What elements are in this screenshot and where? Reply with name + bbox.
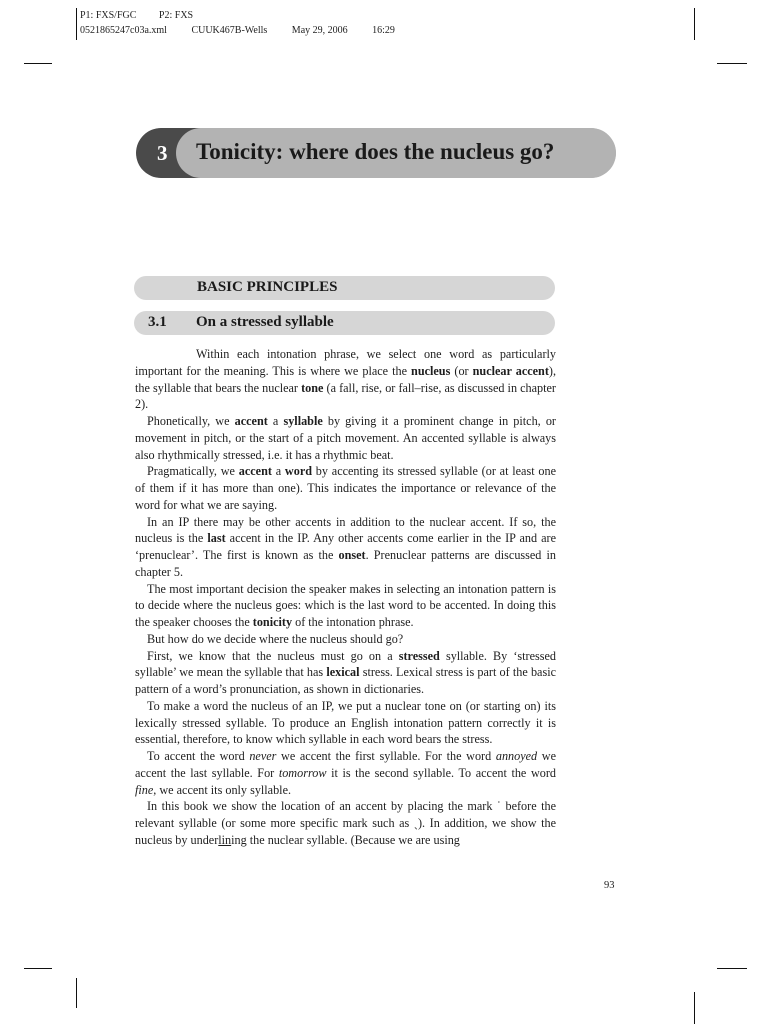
body-paragraph — [135, 581, 556, 631]
bold-term: onset — [338, 548, 366, 562]
section-heading: BASIC PRINCIPLES — [197, 279, 338, 295]
bold-term: nuclear accent — [472, 363, 549, 378]
text-run: Phonetically, we — [147, 414, 235, 428]
crop-mark-top-right-vertical — [694, 8, 695, 40]
subsection-title: On a stressed syllable — [196, 314, 334, 330]
text-run: But how do we decide where the nucleus should go? — [147, 631, 404, 646]
bold-term: tonicity — [252, 615, 293, 629]
bold-term: lexical — [326, 665, 360, 680]
bold-term: accent — [238, 464, 272, 479]
body-paragraph — [135, 413, 556, 463]
text-run: ing the nuclear syllable. (Because we are using — [231, 832, 460, 847]
header-time: 16:29 — [372, 25, 395, 36]
body-paragraph — [135, 514, 556, 581]
bold-term: accent — [234, 414, 268, 428]
bold-term: nucleus — [411, 363, 451, 378]
header-line-1 — [80, 10, 193, 22]
italic-term: annoyed — [495, 749, 538, 763]
text-run: . Prenuclear patterns are discussed in chapter 5. — [135, 548, 556, 579]
underlined-syllable: lin — [218, 832, 232, 847]
text-run: of the intonation phrase. — [292, 615, 414, 629]
text-run: by accenting its stressed syllable (or at least one of them if it has more than one). This indicates the importance or relevance of the word for what we are saying. — [135, 464, 556, 512]
header-book-code: CUUK467B-Wells — [191, 25, 268, 36]
bold-term: tone — [301, 380, 324, 395]
crop-mark-bottom-right-horizontal — [717, 968, 747, 969]
bold-term: syllable — [283, 414, 323, 428]
header-proof-1: P1: FXS/FGC — [80, 10, 137, 21]
text-run: ), the syllable that bears the nuclear — [135, 363, 556, 395]
text-run: , we accent its only syllable. — [153, 782, 292, 797]
page-number: 93 — [604, 880, 615, 891]
text-run: The most important decision the speaker makes in selecting an intonation pattern is to decide where the nucleus goes: which is the last word to be accented. In doing this the speaker chooses the — [135, 581, 556, 629]
header-filename: 0521865247c03a.xml — [80, 25, 167, 36]
text-run: In an IP there may be other accents in addition to the nuclear accent. If so, the nucleus is the — [135, 514, 556, 546]
subsection-number: 3.1 — [148, 314, 167, 330]
body-paragraph — [135, 631, 556, 648]
text-run: accent in the IP. Any other accents come earlier in the IP and are ‘prenuclear’. The first is known as the — [135, 531, 556, 562]
body-paragraph — [135, 346, 556, 413]
body-paragraph — [135, 798, 556, 848]
italic-term: tomorrow — [278, 765, 327, 780]
text-run: syllable. By ‘stressed syllable’ we mean the syllable that has — [135, 648, 556, 680]
crop-mark-top-left-horizontal — [24, 63, 52, 64]
text-run: First, we know that the nucleus must go on a — [147, 648, 399, 663]
header-line-2 — [80, 25, 395, 37]
text-run: To make a word the nucleus of an IP, we put a nuclear tone on (or starting on) its lexically stressed syllable. To produce an English intonation pattern correctly it is essential, therefore, to know which syllable in each word bears the stress. — [135, 698, 556, 747]
text-run: a — [271, 464, 285, 479]
body-paragraph — [135, 748, 556, 798]
bold-term: word — [284, 464, 313, 479]
header-proof-2: P2: FXS — [158, 10, 194, 21]
text-run: by giving it a prominent change in pitch, or movement in pitch, or the start of a pitch movement. An accented syllable is always also rhythmically stressed, i.e. it has a rhythmic beat. — [135, 414, 556, 462]
crop-mark-bottom-left-horizontal — [24, 968, 52, 969]
bold-term: last — [207, 531, 226, 546]
text-run: (a fall, rise, or fall–rise, as discussed in chapter 2). — [135, 380, 556, 412]
body-paragraph — [135, 648, 556, 698]
text-run: Within each intonation phrase, we select one word as particularly important for the meaning. This is where we place the — [135, 347, 556, 378]
text-run: we accent the last syllable. For — [135, 749, 556, 780]
body-text — [135, 346, 556, 849]
bold-term: stressed — [398, 648, 440, 663]
italic-term: fine — [135, 782, 154, 797]
body-paragraph — [135, 463, 556, 513]
text-run: stress. Lexical stress is part of the basic pattern of a word’s pronunciation, as shown in dictionaries. — [135, 665, 557, 696]
text-run: we accent the first syllable. For the word — [276, 749, 496, 763]
chapter-number: 3 — [157, 141, 168, 165]
text-run: In this book we show the location of an accent by placing the mark ˈ before the relevant syllable (or some more specific mark such as ˎ). In addition, we show the nucleus by under — [135, 799, 556, 847]
crop-mark-bottom-right-vertical — [694, 992, 695, 1024]
crop-mark-bottom-left-vertical — [76, 978, 77, 1008]
text-run: a — [267, 414, 284, 428]
text-run: To accent the word — [147, 749, 250, 763]
chapter-title: Tonicity: where does the nucleus go? — [196, 139, 555, 164]
crop-mark-top-right-horizontal — [717, 63, 747, 64]
text-run: it is the second syllable. To accent the word — [326, 765, 556, 780]
crop-mark-top-left-vertical — [76, 8, 77, 40]
text-run: Pragmatically, we — [147, 464, 239, 479]
body-paragraph — [135, 698, 556, 748]
text-run: (or — [450, 363, 473, 378]
italic-term: never — [249, 749, 277, 763]
header-date: May 29, 2006 — [291, 25, 348, 36]
